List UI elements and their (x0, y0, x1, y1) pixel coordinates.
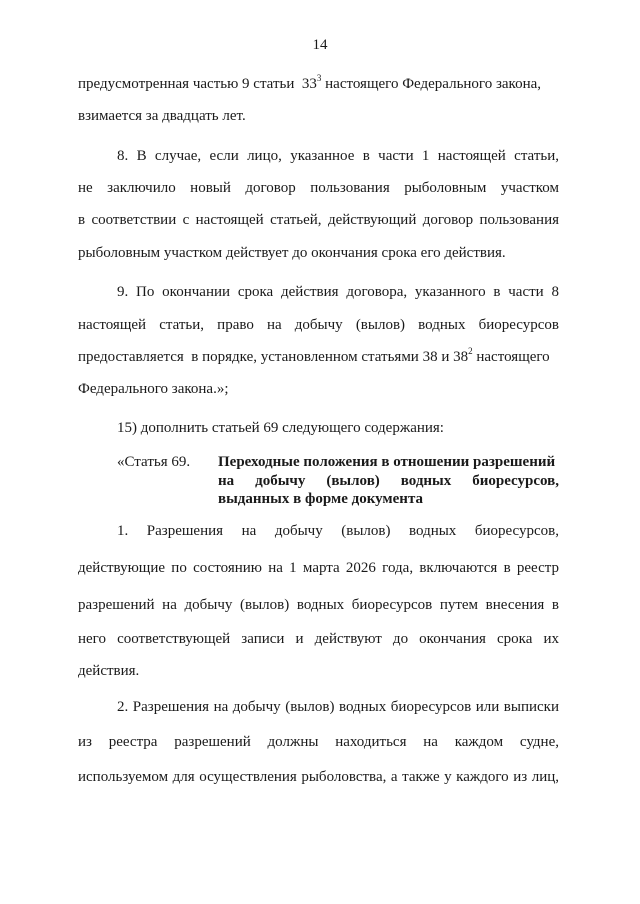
text-line: не заключило новый договор пользования рыболовным участком (78, 180, 559, 196)
text-line: в соответствии с настоящей статьей, действующий договор пользования (78, 212, 559, 228)
text-line: разрешений на добычу (вылов) водных биоресурсов путем внесения в (78, 597, 559, 613)
text-line: взимается за двадцать лет. (78, 108, 246, 124)
text-segment: настоящего Федерального закона, (321, 76, 542, 92)
page-number: 14 (312, 37, 328, 53)
text-line: него соответствующей записи и действуют до окончания срока их (78, 631, 559, 647)
article-title: выданных в форме документа (218, 491, 424, 507)
text-line: действия. (78, 663, 140, 679)
text-line: рыболовным участком действует до окончания срока его действия. (78, 245, 506, 261)
text-line: настоящей статьи, право на добычу (вылов) водных биоресурсов (78, 317, 559, 333)
superscript: 2 (468, 346, 473, 356)
superscript: 3 (316, 73, 322, 83)
item-15-line: 15) дополнить статьей 69 следующего содержания: (117, 420, 444, 436)
text-line (78, 347, 559, 367)
text-segment: настоящего (472, 349, 550, 365)
article-title: на добычу (вылов) водных биоресурсов, (218, 473, 559, 489)
text-line: используемом для осуществления рыболовства, а также у каждого из лиц, (78, 769, 559, 785)
paragraph-2-line: 2. Разрешения на добычу (вылов) водных биоресурсов или выписки (117, 699, 559, 715)
paragraph-8-line: 8. В случае, если лицо, указанное в части 1 настоящей статьи, (117, 148, 559, 164)
article-label: «Статья 69. (117, 454, 191, 470)
text-line (78, 74, 559, 94)
article-title: Переходные положения в отношении разрешений (218, 454, 556, 470)
text-line: из реестра разрешений должны находиться на каждом судне, (78, 734, 559, 750)
text-segment: предоставляется в порядке, установленном статьями 38 и 38 (78, 349, 469, 365)
text-line: действующие по состоянию на 1 марта 2026 года, включаются в реестр (78, 560, 559, 576)
paragraph-1-line: 1. Разрешения на добычу (вылов) водных биоресурсов, (117, 523, 559, 539)
text-segment: предусмотренная частью 9 статьи 33 (78, 76, 317, 92)
paragraph-9-line: 9. По окончании срока действия договора, указанного в части 8 (117, 284, 559, 300)
text-line: Федерального закона.»; (78, 381, 229, 397)
